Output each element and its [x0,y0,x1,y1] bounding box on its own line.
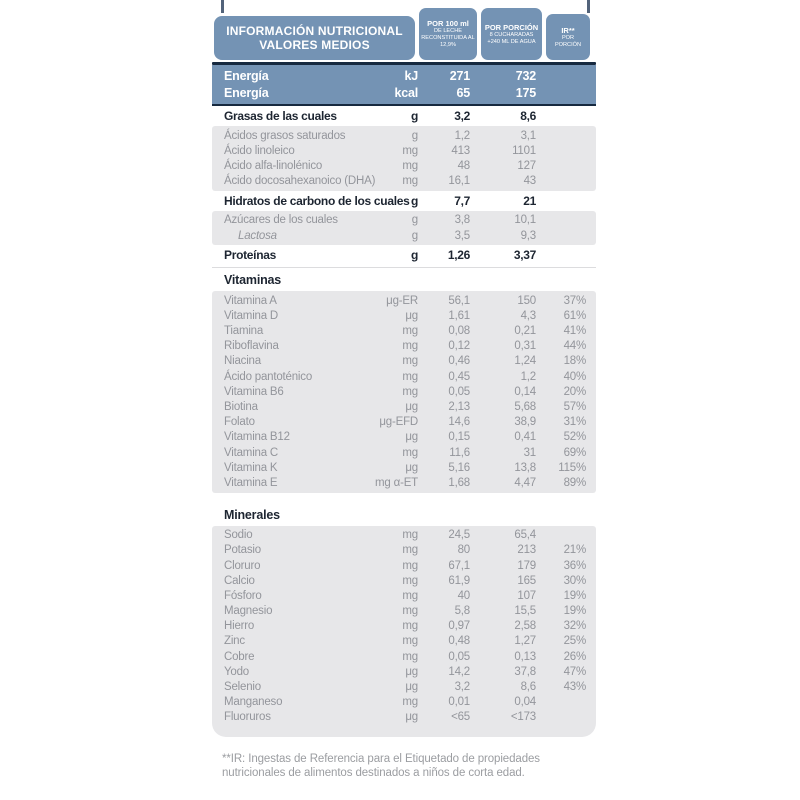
column-header-per-100ml [419,8,477,60]
per-100ml-value: 16,1 [448,175,470,188]
nutrient-group-band [212,526,596,737]
nutrient-row [212,695,596,710]
per-100ml-value: 1,61 [448,309,470,322]
per-portion-value: 0,04 [514,696,536,709]
nutrient-row [212,228,596,243]
per-100ml-value: 271 [449,68,470,83]
per-100ml-value: 1,2 [454,129,470,142]
nutrient-row [212,664,596,679]
unit-cell: g [410,193,418,208]
nutrient-group-band [212,291,596,492]
per-portion-value: 13,8 [514,461,536,474]
ir-percent-value: 18% [563,355,586,368]
per-100ml-value: 5,8 [454,605,470,618]
per-100ml-value: 0,15 [448,431,470,444]
nutrient-row [212,475,596,490]
unit-cell: mg [402,159,418,172]
nutrient-row [212,445,596,460]
nutrient-row [212,634,596,649]
nutrient-label: Vitamina B6 [224,385,284,398]
unit-cell: μg [405,431,418,444]
nutrient-row [212,543,596,558]
unit-cell: mg [402,605,418,618]
nutrient-label: Vitamina E [224,476,278,489]
nutrient-label: Lactosa [238,229,277,242]
nutrient-label: Vitamina A [224,294,277,307]
nutrient-label: Yodo [224,665,250,678]
per-100ml-value: 3,8 [454,214,470,227]
nutrient-row [212,399,596,414]
per-portion-value: 5,68 [514,401,536,414]
col2-line3: +240 ML DE AGUA [487,38,536,45]
col2-line1: POR PORCIÓN [484,22,539,32]
per-100ml-value: 0,08 [448,325,470,338]
nutrient-label: Vitamina B12 [224,431,290,444]
nutrient-row [212,573,596,588]
nutrient-label: Energía [224,68,269,83]
per-portion-value: 8,6 [520,681,536,694]
per-portion-value: 150 [517,294,536,307]
nutrient-row [212,293,596,308]
per-100ml-value: 7,7 [454,193,470,208]
nutrient-group-band [212,211,596,245]
per-portion-value: 31 [523,446,536,459]
nutrient-row [212,308,596,323]
per-100ml-value: 0,46 [448,355,470,368]
nutrient-label: Fluoruros [224,711,271,724]
ir-percent-value: 69% [563,446,586,459]
nutrient-label: Folato [224,416,255,429]
ir-percent-value: 19% [563,589,586,602]
nutrient-row [212,339,596,354]
per-portion-value: 3,1 [520,129,536,142]
ir-percent-value: 36% [563,559,586,572]
nutrient-label: Ácido pantoténico [224,370,313,383]
unit-cell: mg [402,696,418,709]
per-portion-value: 0,14 [514,385,536,398]
nutrient-row [212,430,596,445]
nutrient-label: Ácido linoleico [224,144,295,157]
nutrient-row [212,679,596,694]
per-100ml-value: 2,13 [448,401,470,414]
unit-cell: mg [402,544,418,557]
unit-cell: mg [402,385,418,398]
table-title-line2: VALORES MEDIOS [259,38,370,52]
table-title [214,16,415,60]
unit-cell: kJ [404,68,418,83]
unit-cell: kcal [394,85,418,100]
per-100ml-value: 48 [457,159,470,172]
per-100ml-value: 0,97 [448,620,470,633]
energy-band [212,65,596,104]
unit-cell: μg-ER [386,294,418,307]
per-portion-value: <173 [510,711,536,724]
unit-cell: mg [402,355,418,368]
unit-cell: mg [402,325,418,338]
per-portion-value: 4,3 [520,309,536,322]
nutrient-row [212,588,596,603]
nutrient-label: Selenio [224,681,261,694]
ir-percent-value: 47% [563,665,586,678]
nutrient-row [212,67,596,84]
nutrient-row [212,324,596,339]
ir-percent-value: 19% [563,605,586,618]
nutrient-label: Ácido alfa-linolénico [224,159,323,172]
per-100ml-value: 1,68 [448,476,470,489]
nutrient-row [212,558,596,573]
nutrient-label: Sodio [224,529,253,542]
per-portion-value: 2,58 [514,620,536,633]
nutrition-table [212,8,596,737]
per-100ml-value: 67,1 [448,559,470,572]
unit-cell: mg α-ET [375,476,418,489]
unit-cell: μg [405,681,418,694]
per-portion-value: 65,4 [514,529,536,542]
ir-percent-value: 89% [563,476,586,489]
per-portion-value: 213 [517,544,536,557]
nutrient-label: Grasas de las cuales [224,109,337,123]
per-portion-value: 3,37 [513,248,536,263]
per-100ml-value: 0,12 [448,340,470,353]
nutrient-label: Azúcares de los cuales [224,214,338,227]
nutrient-label: Hierro [224,620,255,633]
ir-percent-value: 37% [563,294,586,307]
unit-cell: g [411,229,418,242]
nutrient-label: Cobre [224,650,255,663]
per-100ml-value: 24,5 [448,529,470,542]
nutrient-label: Manganeso [224,696,283,709]
unit-cell: mg [402,175,418,188]
section-title-minerales: Minerales [224,507,280,522]
unit-cell: g [411,214,418,227]
table-title-line1: INFORMACIÓN NUTRICIONAL [226,23,403,38]
nutrient-label: Ácidos grasos saturados [224,129,346,142]
nutrient-label: Biotina [224,401,258,414]
ir-percent-value: 25% [563,635,586,648]
nutrient-label: Zinc [224,635,245,648]
per-portion-value: 38,9 [514,416,536,429]
per-portion-value: 1101 [512,144,536,157]
ir-percent-value: 44% [563,340,586,353]
per-100ml-value: 56,1 [448,294,470,307]
nutrient-label: Vitamina D [224,309,279,322]
nutrient-row [212,649,596,664]
nutrient-row [212,460,596,475]
ir-percent-value: 31% [563,416,586,429]
nutrient-row [212,528,596,543]
per-portion-value: 1,2 [520,370,536,383]
unit-cell: mg [402,635,418,648]
per-portion-value: 732 [515,68,536,83]
unit-cell: mg [402,446,418,459]
col3-line1: IR** [561,25,575,35]
ir-percent-value: 21% [563,544,586,557]
per-100ml-value: 14,6 [448,416,470,429]
per-portion-value: 21 [523,193,536,208]
per-100ml-value: 1,26 [447,248,470,263]
table-header [212,8,596,60]
per-portion-value: 0,41 [514,431,536,444]
per-portion-value: 175 [515,85,536,100]
unit-cell: μg-EFD [379,416,418,429]
nutrient-label: Magnesio [224,605,273,618]
nutrient-label: Cloruro [224,559,261,572]
per-100ml-value: 3,2 [454,681,470,694]
nutrient-row [212,158,596,173]
unit-cell: μg [405,461,418,474]
ir-percent-value: 41% [563,325,586,338]
per-portion-value: 8,6 [520,109,536,123]
per-100ml-value: 11,6 [449,446,470,459]
ir-percent-value: 30% [563,574,586,587]
unit-cell: μg [405,309,418,322]
per-portion-value: 9,3 [520,229,536,242]
nutrient-row [212,354,596,369]
nutrient-row [212,128,596,143]
column-header-ir [546,14,590,60]
nutrient-row [212,384,596,399]
unit-cell: μg [405,711,418,724]
ir-percent-value: 57% [563,401,586,414]
nutrient-row [212,710,596,725]
per-portion-value: 43 [523,175,536,188]
per-100ml-value: 3,5 [454,229,470,242]
nutrient-label: Ácido docosahexanoico (DHA) [224,175,376,188]
nutrient-label: Riboflavina [224,340,279,353]
reference-intake-footnote: **IR: Ingestas de Referencia para el Etiquetado de propiedades nutricionales de alimentos destinados a niños de corta edad. [222,753,540,779]
per-100ml-value: 3,2 [454,109,470,123]
unit-cell: μg [405,665,418,678]
unit-cell: mg [402,589,418,602]
col1-line2: DE LECHE [434,28,462,34]
per-100ml-value: 0,45 [448,370,470,383]
unit-cell: mg [402,559,418,572]
unit-cell: mg [402,574,418,587]
ir-percent-value: 115% [558,461,586,474]
nutrient-row [212,619,596,634]
per-100ml-value: 65 [456,85,470,100]
ir-percent-value: 26% [563,650,586,663]
nutrient-label: Vitamina K [224,461,278,474]
per-100ml-value: 14,2 [448,665,470,678]
nutrient-row [212,106,596,126]
col3-line2: POR [561,34,575,41]
per-portion-value: 127 [517,159,536,172]
ir-percent-value: 52% [563,431,586,444]
per-100ml-value: 5,16 [448,461,470,474]
unit-cell: mg [402,370,418,383]
ir-percent-value: 40% [563,370,586,383]
per-portion-value: 0,21 [514,325,536,338]
unit-cell: g [410,248,418,263]
nutrient-row [212,604,596,619]
per-100ml-value: 0,01 [448,696,470,709]
unit-cell: mg [402,144,418,157]
ir-percent-value: 61% [563,309,586,322]
nutrient-label: Hidratos de carbono de los cuales [224,193,410,208]
nutrient-row [212,245,596,265]
per-portion-value: 165 [517,574,536,587]
unit-cell: mg [402,650,418,663]
nutrient-label: Tiamina [224,325,264,338]
per-100ml-value: 413 [451,144,470,157]
per-100ml-value: 0,05 [448,385,470,398]
per-portion-value: 37,8 [514,665,536,678]
per-100ml-value: 61,9 [448,574,470,587]
per-portion-value: 0,31 [514,340,536,353]
per-portion-value: 1,24 [514,355,536,368]
nutrient-row [212,369,596,384]
nutrient-row [212,191,596,211]
ir-percent-value: 20% [563,385,586,398]
col3-line3: PORCIÓN [554,41,582,48]
per-portion-value: 4,47 [514,476,536,489]
per-portion-value: 179 [517,559,536,572]
nutrient-group-band [212,126,596,191]
per-portion-value: 10,1 [514,214,536,227]
nutrient-label: Vitamina C [224,446,279,459]
nutrient-label: Niacina [224,355,261,368]
ir-percent-value: 43% [563,681,586,694]
per-portion-value: 15,5 [514,605,536,618]
nutrient-row [212,84,596,101]
nutrient-label: Proteínas [224,248,276,263]
column-header-per-portion [481,8,542,60]
nutrient-row [212,174,596,189]
per-100ml-value: 40 [457,589,470,602]
per-portion-value: 107 [517,589,536,602]
per-portion-value: 0,13 [514,650,536,663]
col1-line3: RECONSTITUIDA AL 12,9% [421,35,475,48]
section-title-vitaminas: Vitaminas [212,267,596,291]
nutrient-row [212,415,596,430]
unit-cell: μg [405,401,418,414]
unit-cell: mg [402,620,418,633]
unit-cell: g [411,129,418,142]
nutrient-label: Fósforo [224,589,262,602]
unit-cell: mg [402,529,418,542]
table-body [212,106,596,737]
unit-cell: g [410,109,418,123]
per-100ml-value: 80 [457,544,470,557]
per-100ml-value: 0,05 [448,650,470,663]
ir-percent-value: 32% [563,620,586,633]
nutrient-label: Energía [224,85,269,100]
nutrient-label: Calcio [224,574,255,587]
col2-line2: 8 CUCHARADAS [489,31,534,38]
per-100ml-value: 0,48 [448,635,470,648]
col1-line1: POR 100 ml [427,19,469,28]
per-100ml-value: <65 [451,711,470,724]
per-portion-value: 1,27 [514,635,536,648]
nutrient-label: Potasio [224,544,261,557]
nutrient-row [212,213,596,228]
nutrient-row [212,143,596,158]
unit-cell: mg [402,340,418,353]
